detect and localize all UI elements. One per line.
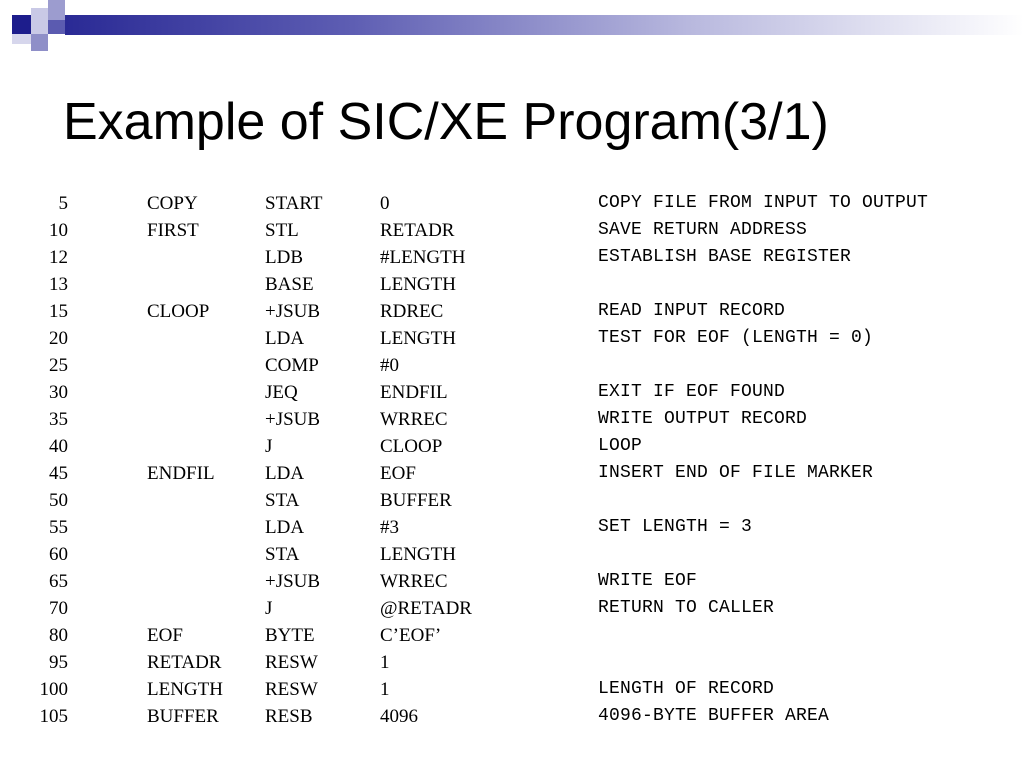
opcode-field: START	[265, 193, 323, 214]
operand-field: 1	[380, 679, 390, 700]
line-number: 95	[49, 652, 68, 673]
comment-field: EXIT IF EOF FOUND	[598, 382, 786, 402]
line-number: 55	[49, 517, 68, 538]
comment-field: COPY FILE FROM INPUT TO OUTPUT	[598, 193, 929, 213]
line-number: 40	[49, 436, 68, 457]
listing-row	[0, 379, 1024, 406]
label-field: COPY	[147, 193, 198, 214]
corner-decoration	[48, 0, 65, 20]
listing-row	[0, 406, 1024, 433]
comment-field: WRITE EOF	[598, 571, 698, 591]
operand-field: #LENGTH	[380, 247, 466, 268]
line-number: 60	[49, 544, 68, 565]
listing-row	[0, 649, 1024, 676]
opcode-field: LDA	[265, 517, 305, 538]
opcode-field: STL	[265, 220, 299, 241]
comment-field: LENGTH OF RECORD	[598, 679, 775, 699]
operand-field: ENDFIL	[380, 382, 448, 403]
opcode-field: J	[265, 598, 273, 619]
operand-field: WRREC	[380, 409, 448, 430]
line-number: 12	[49, 247, 68, 268]
listing-row	[0, 487, 1024, 514]
comment-field: 4096-BYTE BUFFER AREA	[598, 706, 830, 726]
line-number: 5	[58, 193, 68, 214]
operand-field: 0	[380, 193, 390, 214]
opcode-field: RESB	[265, 706, 313, 727]
comment-field: READ INPUT RECORD	[598, 301, 786, 321]
opcode-field: BYTE	[265, 625, 315, 646]
operand-field: RDREC	[380, 301, 444, 322]
listing-row	[0, 622, 1024, 649]
line-number: 100	[39, 679, 68, 700]
slide-title: Example of SIC/XE Program(3/1)	[63, 93, 829, 151]
line-number: 50	[49, 490, 68, 511]
operand-field: BUFFER	[380, 490, 452, 511]
label-field: EOF	[147, 625, 183, 646]
comment-field: SET LENGTH = 3	[598, 517, 753, 537]
corner-decoration	[12, 15, 31, 34]
corner-decoration	[48, 20, 65, 34]
opcode-field: RESW	[265, 679, 318, 700]
opcode-field: COMP	[265, 355, 319, 376]
listing-row	[0, 676, 1024, 703]
operand-field: 1	[380, 652, 390, 673]
listing-row	[0, 433, 1024, 460]
listing-row	[0, 352, 1024, 379]
operand-field: CLOOP	[380, 436, 443, 457]
operand-field: C’EOF’	[380, 625, 442, 646]
operand-field: LENGTH	[380, 328, 456, 349]
corner-decoration	[31, 8, 48, 34]
line-number: 80	[49, 625, 68, 646]
program-listing	[0, 190, 1024, 730]
opcode-field: LDA	[265, 463, 305, 484]
opcode-field: +JSUB	[265, 571, 321, 592]
label-field: LENGTH	[147, 679, 223, 700]
line-number: 13	[49, 274, 68, 295]
label-field: RETADR	[147, 652, 222, 673]
listing-row	[0, 703, 1024, 730]
opcode-field: J	[265, 436, 273, 457]
line-number: 105	[39, 706, 68, 727]
line-number: 20	[49, 328, 68, 349]
opcode-field: STA	[265, 544, 300, 565]
opcode-field: JEQ	[265, 382, 298, 403]
label-field: ENDFIL	[147, 463, 215, 484]
line-number: 70	[49, 598, 68, 619]
line-number: 45	[49, 463, 68, 484]
operand-field: @RETADR	[380, 598, 472, 619]
operand-field: LENGTH	[380, 274, 456, 295]
opcode-field: +JSUB	[265, 301, 321, 322]
line-number: 30	[49, 382, 68, 403]
header-gradient-rule	[65, 15, 1024, 35]
operand-field: #0	[380, 355, 399, 376]
label-field: CLOOP	[147, 301, 210, 322]
operand-field: RETADR	[380, 220, 455, 241]
line-number: 10	[49, 220, 68, 241]
listing-row	[0, 271, 1024, 298]
opcode-field: +JSUB	[265, 409, 321, 430]
opcode-field: LDB	[265, 247, 303, 268]
corner-decoration	[31, 34, 48, 51]
listing-row	[0, 190, 1024, 217]
comment-field: LOOP	[598, 436, 643, 456]
line-number: 25	[49, 355, 68, 376]
opcode-field: LDA	[265, 328, 305, 349]
listing-row	[0, 244, 1024, 271]
listing-row	[0, 595, 1024, 622]
listing-row	[0, 568, 1024, 595]
line-number: 35	[49, 409, 68, 430]
operand-field: WRREC	[380, 571, 448, 592]
listing-row	[0, 217, 1024, 244]
opcode-field: BASE	[265, 274, 314, 295]
listing-row	[0, 514, 1024, 541]
opcode-field: STA	[265, 490, 300, 511]
opcode-field: RESW	[265, 652, 318, 673]
label-field: FIRST	[147, 220, 199, 241]
comment-field: SAVE RETURN ADDRESS	[598, 220, 808, 240]
operand-field: 4096	[380, 706, 418, 727]
operand-field: LENGTH	[380, 544, 456, 565]
operand-field: EOF	[380, 463, 416, 484]
line-number: 15	[49, 301, 68, 322]
label-field: BUFFER	[147, 706, 219, 727]
corner-decoration	[12, 34, 31, 44]
comment-field: ESTABLISH BASE REGISTER	[598, 247, 852, 267]
comment-field: WRITE OUTPUT RECORD	[598, 409, 808, 429]
line-number: 65	[49, 571, 68, 592]
listing-row	[0, 541, 1024, 568]
comment-field: RETURN TO CALLER	[598, 598, 775, 618]
listing-row	[0, 325, 1024, 352]
operand-field: #3	[380, 517, 399, 538]
comment-field: TEST FOR EOF (LENGTH = 0)	[598, 328, 874, 348]
comment-field: INSERT END OF FILE MARKER	[598, 463, 874, 483]
listing-row	[0, 460, 1024, 487]
listing-row	[0, 298, 1024, 325]
